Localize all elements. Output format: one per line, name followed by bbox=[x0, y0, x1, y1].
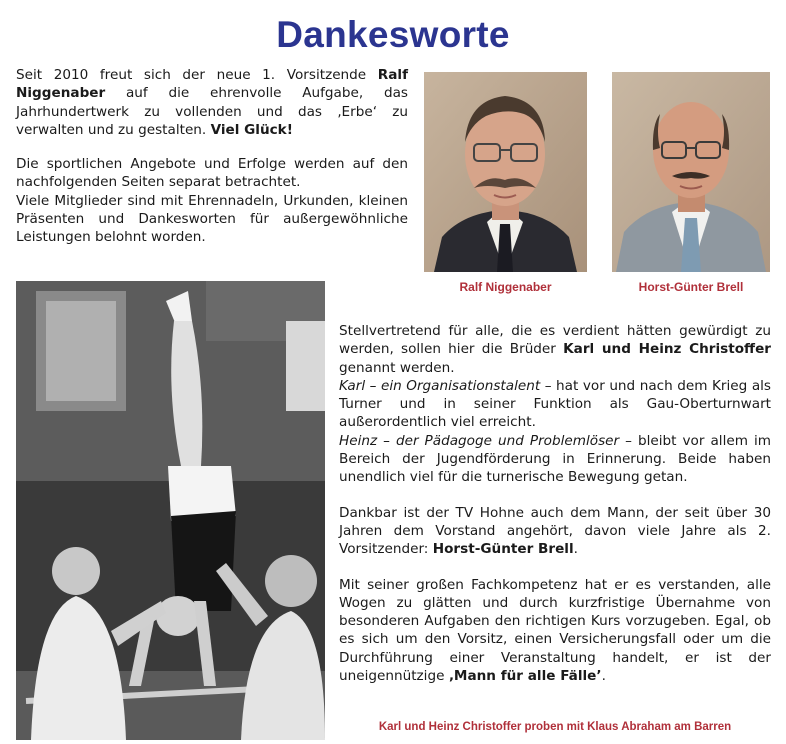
intro-paragraph-2b: Viele Mitglieder sind mit Ehrennadeln, Urkunden, kleinen Präsenten und Dankesworten für außergewöhnliche Leistungen belohnt worden. bbox=[16, 192, 408, 246]
body-p4-text-2: . bbox=[573, 541, 578, 558]
page-title: Dankesworte bbox=[276, 14, 510, 55]
intro-text bbox=[16, 66, 408, 247]
body-p4-name: Horst-Günter Brell bbox=[432, 541, 574, 558]
intro-p1-text: Seit 2010 freut sich der neue 1. Vorsitzende bbox=[16, 67, 378, 83]
body-p3-text: – bleibt vor allem im Bereich der Jugendförderung in Erinnerung. Beide haben unendlich viel für die turnerische Bewegung getan. bbox=[339, 432, 771, 486]
intro-p1-wish: Viel Glück! bbox=[210, 121, 293, 138]
intro-p1-name: Ralf Niggenaber bbox=[16, 67, 408, 102]
portrait-ralf-niggenaber bbox=[424, 72, 587, 272]
caption-horst-guenter-brell: Horst-Günter Brell bbox=[638, 280, 744, 294]
portrait-right-image bbox=[612, 72, 770, 272]
gymnastics-photo bbox=[16, 281, 325, 740]
body-p5-text-2: . bbox=[601, 668, 606, 685]
portrait-horst-guenter-brell bbox=[612, 72, 770, 272]
body-p1-text-2: genannt werden. bbox=[339, 359, 455, 376]
body-paragraph-1 bbox=[339, 322, 771, 377]
body-paragraph-3 bbox=[339, 432, 771, 487]
body-p3-label: Heinz – der Pädagoge und Problemlöser bbox=[339, 432, 620, 449]
gymnastics-photo-image bbox=[16, 281, 325, 740]
body-p1-text: Stellvertretend für alle, die es verdient hätten gewürdigt zu werden, sollen hier die Brüder bbox=[339, 323, 771, 358]
body-p1-names: Karl und Heinz Christoffer bbox=[563, 341, 771, 358]
body-p5-text: Mit seiner großen Fachkompetenz hat er es verstanden, alle Wogen zu glätten und durch kurzfristige Übernahme von besonderen Aufgaben den richtigen Kurs vorzugeben. Egal, ob es sich um den Vorsitz, einen Versicherungsfall oder um die Durchführung einer Veranstaltung handelt, er ist der uneigennützige bbox=[339, 576, 771, 685]
body-p2-label: Karl – ein Organisationstalent bbox=[339, 377, 541, 394]
body-text bbox=[339, 322, 771, 685]
body-paragraph-5 bbox=[339, 576, 771, 686]
body-p5-quote: ‚Mann für alle Fälle’ bbox=[448, 668, 602, 685]
intro-paragraph-1 bbox=[16, 66, 408, 139]
photo-caption: Karl und Heinz Christoffer proben mit Klaus Abraham am Barren bbox=[378, 721, 732, 733]
body-paragraph-4 bbox=[339, 504, 771, 559]
body-paragraph-2 bbox=[339, 377, 771, 432]
portrait-left-image bbox=[424, 72, 587, 272]
body-p2-text: – hat vor und nach dem Krieg als Turner und in seiner Funktion als Gau-Oberturnwart außerordentlich viel erreicht. bbox=[339, 377, 772, 431]
body-p4-text: Dankbar ist der TV Hohne auch dem Mann, der seit über 30 Jahren dem Vorstand angehört, davon viele Jahre als 2. Vorsitzender: bbox=[339, 504, 771, 558]
intro-paragraph-2a: Die sportlichen Angebote und Erfolge werden auf den nachfolgenden Seiten separat betrachtet. bbox=[16, 156, 408, 191]
intro-p1-text-2: auf die ehrenvolle Aufgabe, das Jahrhundertwerk zu vollenden und das ‚Erbe‘ zu verwalten und zu gestalten. bbox=[16, 85, 408, 138]
caption-ralf-niggenaber: Ralf Niggenaber bbox=[459, 280, 552, 294]
